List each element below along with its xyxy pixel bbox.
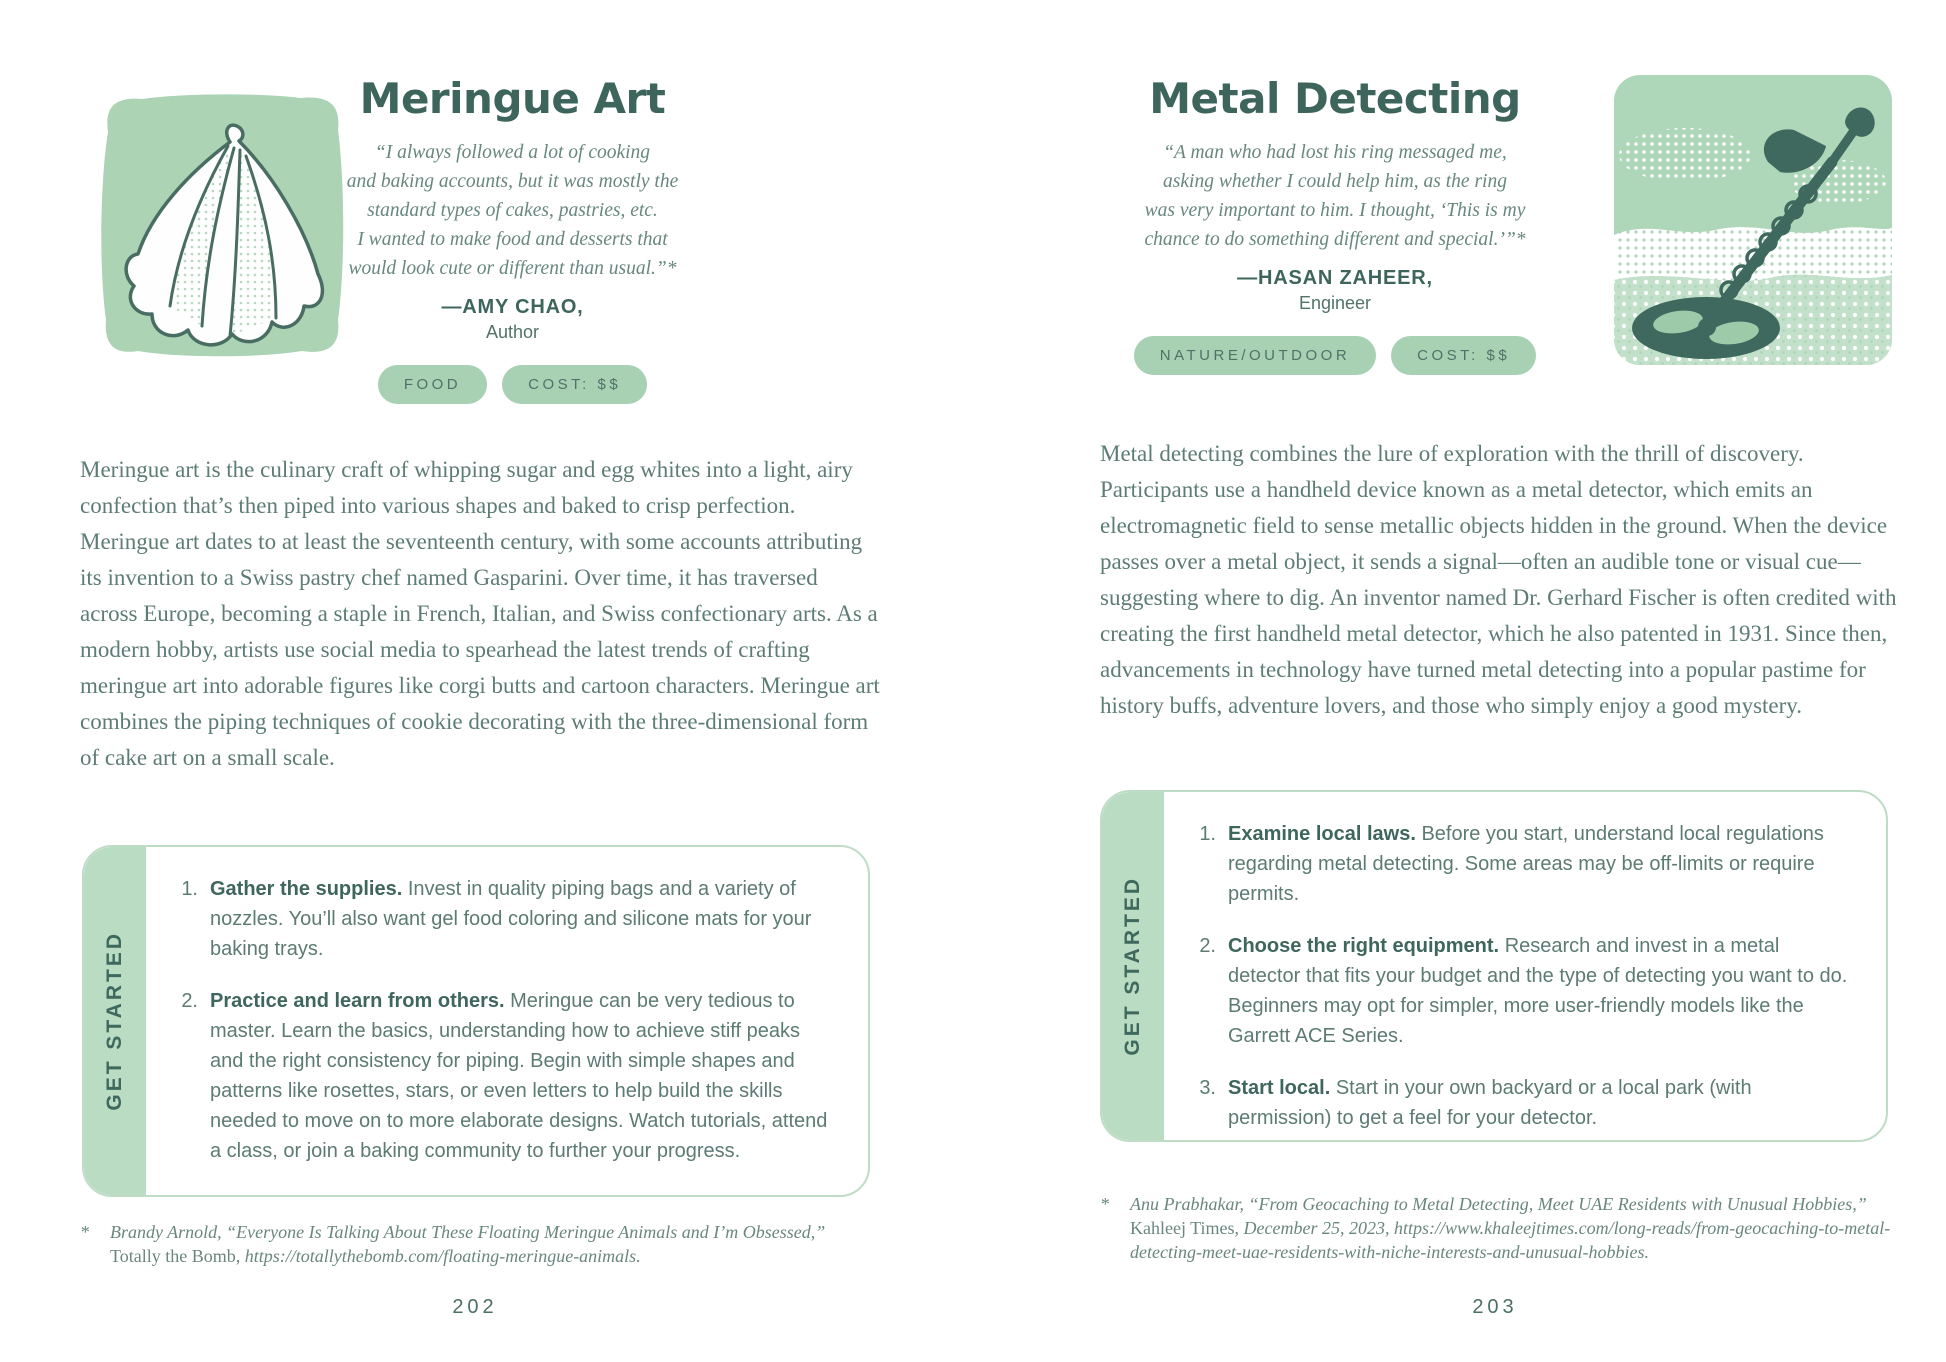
footnote-url: https://totallythebomb.com/floating-meringue-animals. <box>244 1246 641 1266</box>
step-number: 2. <box>181 990 198 1012</box>
page-metal-detecting <box>973 0 1946 1362</box>
step-lead: Start local. <box>1228 1077 1331 1099</box>
step-body: Start in your own backyard or a local park (with permission) to get a feel for your detector. <box>1228 1077 1752 1129</box>
quote-line: standard types of cakes, pastries, etc. <box>367 200 658 222</box>
category-tag: NATURE/OUTDOOR <box>1134 336 1376 375</box>
footnote-source: Totally the Bomb, <box>110 1246 245 1266</box>
step-number: 2. <box>1199 935 1216 957</box>
tag-row <box>378 365 647 404</box>
header-metal-detecting <box>1085 76 1585 375</box>
step-number: 1. <box>1199 823 1216 845</box>
step-item <box>168 874 834 964</box>
footnote-text <box>1130 1192 1912 1264</box>
step-body: Before you start, understand local regulations regarding metal detecting. Some areas may be off-limits or require permits. <box>1228 823 1824 905</box>
pull-quote <box>1144 138 1525 254</box>
get-started-label: GET STARTED <box>103 931 126 1111</box>
quote-line: chance to do something different and special.’”* <box>1144 229 1526 251</box>
step-lead: Choose the right equipment. <box>1228 935 1500 957</box>
quote-line: was very important to him. I thought, ‘This is my <box>1144 200 1526 222</box>
page-number: 202 <box>452 1296 498 1318</box>
step-text <box>1228 819 1852 909</box>
footnote-marker: * <box>80 1222 89 1242</box>
footnote-citation: Anu Prabhakar, “From Geocaching to Metal Detecting, Meet UAE Residents with Unusual Hobbies,” <box>1130 1194 1867 1214</box>
cost-tag: COST: $$ <box>1391 336 1536 375</box>
pull-quote <box>347 138 678 283</box>
step-number: 1. <box>181 878 198 900</box>
step-item <box>1186 819 1852 909</box>
step-lead: Gather the supplies. <box>210 878 403 900</box>
page-number: 203 <box>1472 1296 1518 1318</box>
attribution-name: —HASAN ZAHEER, <box>1237 267 1433 290</box>
get-started-steps <box>146 847 868 1195</box>
get-started-band <box>1102 792 1164 1140</box>
quote-attribution <box>441 296 583 343</box>
body-paragraph: Meringue art is the culinary craft of whipping sugar and egg whites into a light, airy confection that’s then piped into various shapes and baked to crisp perfection. Meringue art dates to at least the seventeenth century, with some accounts attributing its invention to a Swiss pastry chef named Gasparini. Over time, it has traversed across Europe, becoming a staple in French, Italian, and Swiss confectionary arts. As a modern hobby, artists use social media to spearhead the latest trends of crafting meringue art into adorable figures like corgi butts and cartoon characters. Meringue art combines the piping techniques of cookie decorating with the three-dimensional form of cake art on a small scale. <box>80 457 880 770</box>
category-tag: FOOD <box>378 365 487 404</box>
step-body: Meringue can be very tedious to master. Learn the basics, understanding how to achieve stiff peaks and the right consistency for piping. Begin with simple shapes and patterns like rosettes, stars, or even letters to help build the skills needed to move on to more elaborate designs. Watch tutorials, attend a class, or join a baking community to further your progress. <box>210 990 828 1162</box>
attribution-role: Author <box>485 322 540 343</box>
page-title: Meringue Art <box>359 74 666 123</box>
footnote <box>1100 1192 1912 1264</box>
get-started-label: GET STARTED <box>1121 876 1144 1056</box>
footnote-text <box>110 1220 880 1268</box>
quote-line: asking whether I could help him, as the ring <box>1163 171 1507 193</box>
body-paragraph: Metal detecting combines the lure of exploration with the thrill of discovery. Participants use a handheld device known as a metal detector, which emits an electromagnetic field to sense metallic objects hidden in the ground. When the device passes over a metal object, it sends a signal—often an audible tone or visual cue—suggesting where to dig. An inventor named Dr. Gerhard Fischer is often credited with creating the first handheld metal detector, which he also patented in 1931. Since then, advancements in technology have turned metal detecting into a popular pastime for history buffs, adventure lovers, and those who simply enjoy a good mystery. <box>1100 441 1897 718</box>
get-started-steps <box>1164 792 1886 1140</box>
metal-detector-icon <box>1610 70 1898 370</box>
quote-line: and baking accounts, but it was mostly the <box>346 171 679 193</box>
step-number: 3. <box>1199 1077 1216 1099</box>
step-body: Invest in quality piping bags and a variety of nozzles. You’ll also want gel food coloring and silicone mats for your baking trays. <box>210 878 812 960</box>
footnote-marker: * <box>1100 1194 1109 1214</box>
footnote-url: December 25, 2023, https://www.khaleejtimes.com/long-reads/from-geocaching-to-metal-detecting-meet-uae-residents-with-niche-interests-and-unusual-hobbies. <box>1130 1218 1891 1262</box>
header-meringue <box>300 76 725 404</box>
attribution-role: Engineer <box>1298 293 1372 314</box>
attribution-name: —AMY CHAO, <box>441 296 584 319</box>
step-lead: Examine local laws. <box>1228 823 1416 845</box>
metal-detector-illustration <box>1610 70 1898 370</box>
step-item <box>1186 1073 1852 1133</box>
quote-line: I wanted to make food and desserts that <box>357 229 668 251</box>
step-text <box>1228 931 1852 1051</box>
step-lead: Practice and learn from others. <box>210 990 505 1012</box>
step-item <box>1186 931 1852 1051</box>
step-text <box>1228 1073 1852 1133</box>
footnote-citation: Brandy Arnold, “Everyone Is Talking About These Floating Meringue Animals and I’m Obsessed,” <box>110 1222 826 1242</box>
footnote <box>80 1220 880 1268</box>
step-body: Research and invest in a metal detector that fits your budget and the type of detecting you want to do. Beginners may opt for simpler, more user-friendly models like the Garrett ACE Series. <box>1228 935 1848 1047</box>
quote-line: would look cute or different than usual.”* <box>348 258 677 280</box>
step-text <box>210 874 834 964</box>
page-title: Metal Detecting <box>1149 74 1521 123</box>
quote-attribution <box>1237 267 1433 314</box>
cost-tag: COST: $$ <box>502 365 647 404</box>
quote-line: “I always followed a lot of cooking <box>374 142 651 164</box>
tag-row <box>1134 336 1536 375</box>
get-started-box <box>1100 790 1888 1142</box>
get-started-band <box>84 847 146 1195</box>
footnote-source: Kahleej Times, <box>1130 1218 1244 1238</box>
step-text <box>210 986 834 1166</box>
quote-line: “A man who had lost his ring messaged me, <box>1163 142 1507 164</box>
step-item <box>168 986 834 1166</box>
get-started-box <box>82 845 870 1197</box>
